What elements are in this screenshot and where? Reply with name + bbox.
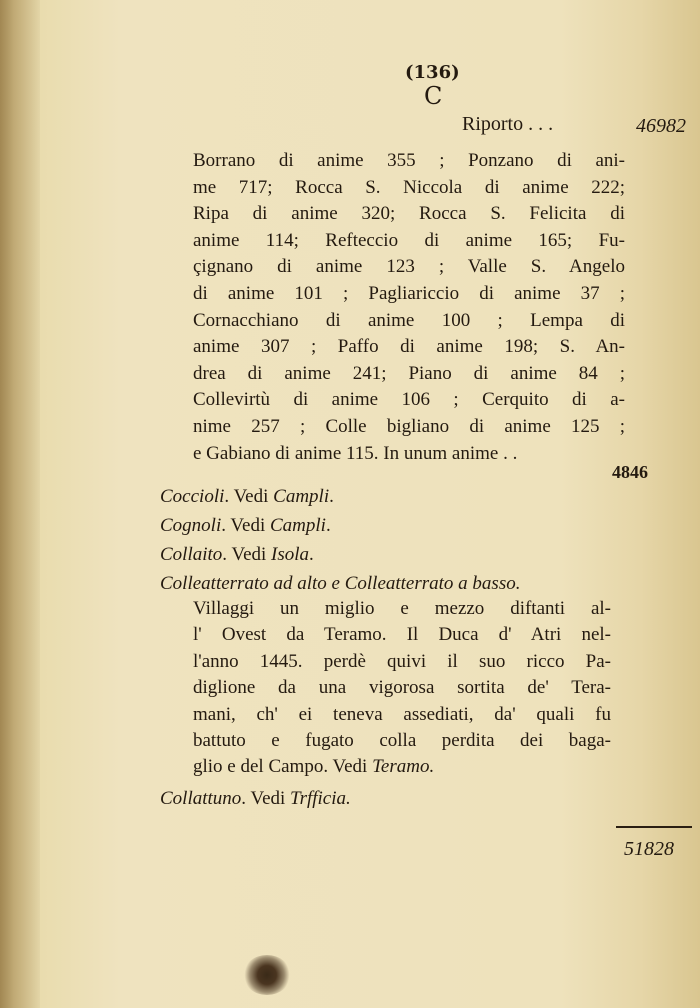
text-line: me 717; Rocca S. Niccola di anime 222;	[193, 176, 625, 198]
line-text: glio e del Campo. Vedi	[193, 756, 368, 778]
reference-target: Trfficia.	[290, 788, 351, 809]
see-word: Vedi	[231, 544, 267, 565]
text-line: anime 307 ; Paffo di anime 198; S. An-	[193, 336, 625, 358]
reference-target: Campli	[273, 486, 330, 507]
signature-letter: C	[424, 82, 443, 110]
text-line: Ripa di anime 320; Rocca S. Felicita di	[193, 203, 625, 225]
block-total: 4846	[612, 462, 648, 482]
text-line: diglione da una vigorosa sortita de' Tera-	[193, 677, 611, 699]
text-line: Collevirtù di anime 106 ; Cerquito di a-	[193, 389, 625, 411]
place-name: Collaito	[160, 544, 223, 565]
text-line: çignano di anime 123 ; Valle S. Angelo	[193, 256, 625, 278]
text-line	[193, 754, 611, 780]
text-line: Borrano di anime 355 ; Ponzano di ani-	[193, 150, 625, 171]
cross-reference: Coccioli. Vedi Campli.	[160, 486, 334, 507]
carry-forward-row	[0, 113, 700, 143]
cross-reference-list	[160, 482, 620, 598]
parish-list-paragraph	[193, 148, 625, 467]
text-line: l'anno 1445. perdè quivi il suo ricco Pa-	[193, 650, 611, 672]
reference-target: Teramo.	[372, 756, 435, 778]
page-binding-shadow	[0, 0, 40, 1008]
text-line: anime 114; Refteccio di anime 165; Fu-	[193, 229, 625, 251]
text-line: drea di anime 241; Piano di anime 84 ;	[193, 362, 625, 384]
text-line: Cornacchiano di anime 100 ; Lempa di	[193, 309, 625, 331]
reference-target: Campli	[269, 515, 326, 536]
see-word: Vedi	[233, 486, 269, 507]
place-name: Collattuno	[160, 788, 242, 809]
page-number: (136)	[405, 62, 460, 83]
text-line: nime 257 ; Colle bigliano di anime 125 ;	[193, 415, 625, 437]
see-word: Vedi	[250, 788, 286, 809]
cross-reference: Cognoli. Vedi Campli.	[160, 515, 331, 536]
entry-heading: Colleatterrato ad alto e Colleatterrato a basso.	[160, 573, 521, 594]
colleatterrato-paragraph	[193, 596, 611, 781]
text-line: di anime 101 ; Pagliariccio di anime 37 ;	[193, 282, 625, 304]
grand-total: 51828	[624, 838, 674, 860]
place-name: Coccioli	[160, 486, 225, 507]
text-line: battuto e fugato colla perdita dei baga-	[193, 730, 611, 752]
text-line: l' Ovest da Teramo. Il Duca d' Atri nel-	[193, 624, 611, 646]
text-line: mani, ch' ei teneva assediati, da' quali fu	[193, 703, 611, 725]
reference-target: Isola	[271, 544, 310, 565]
carry-forward-label: Riporto . . .	[462, 113, 554, 135]
text-line: Villaggi un miglio e mezzo diftanti al-	[193, 598, 611, 619]
ink-stain	[243, 955, 291, 995]
carry-forward-value: 46982	[636, 115, 686, 137]
cross-reference: Collaito. Vedi Isola.	[160, 544, 314, 565]
text-line: e Gabiano di anime 115. In unum anime . .	[193, 442, 518, 464]
sum-rule	[616, 826, 692, 828]
cross-reference: Collattuno. Vedi Trfficia.	[160, 788, 351, 809]
place-name: Cognoli	[160, 515, 222, 536]
see-word: Vedi	[230, 515, 266, 536]
